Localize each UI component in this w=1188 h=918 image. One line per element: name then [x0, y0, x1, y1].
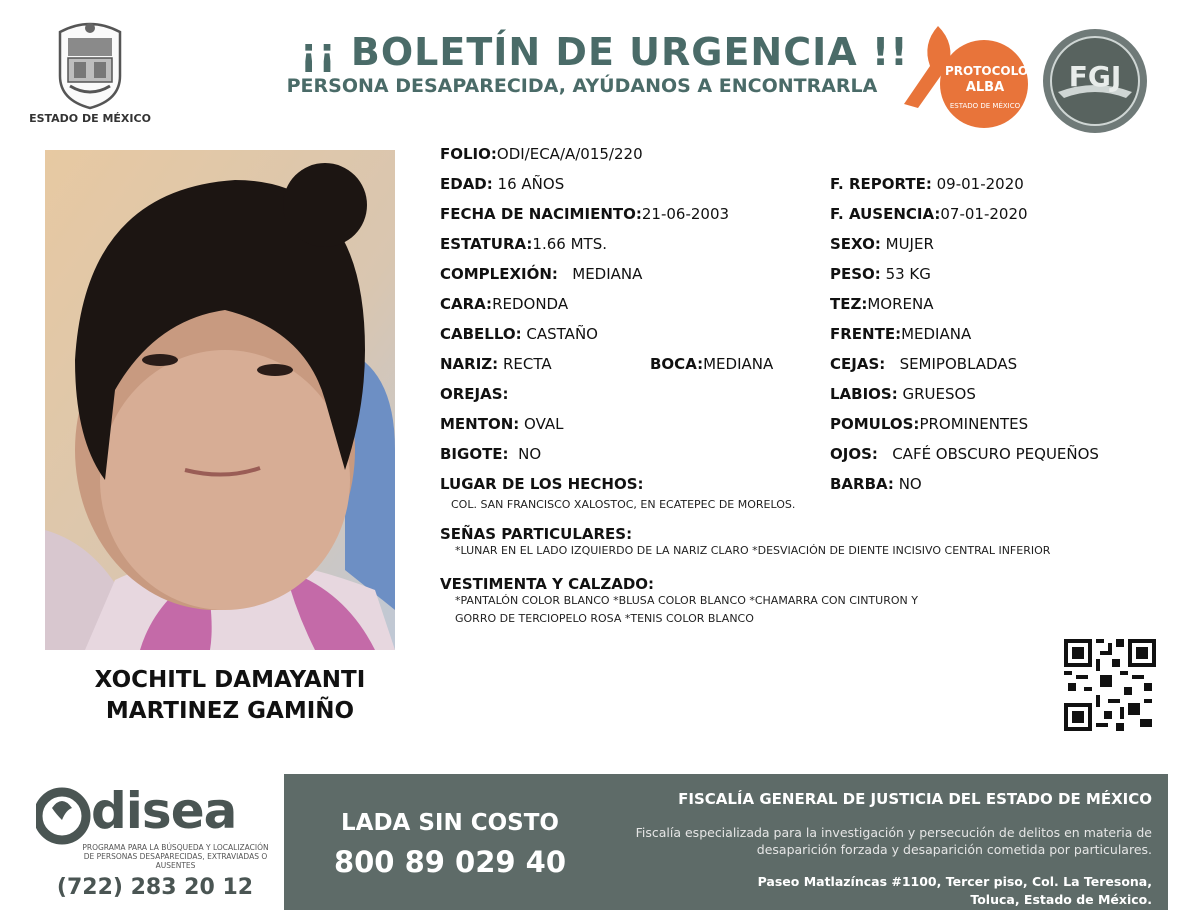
field-label: LABIOS:: [830, 385, 898, 403]
state-coat-of-arms-logo: [50, 18, 130, 110]
field-complexion: [440, 265, 642, 283]
vestimenta-label: VESTIMENTA Y CALZADO:: [440, 575, 655, 593]
bulletin-title: ¡¡ BOLETÍN DE URGENCIA !!: [300, 30, 909, 74]
field-value: OVAL: [524, 415, 564, 433]
field-tez: [830, 295, 934, 313]
state-label: ESTADO DE MÉXICO: [29, 112, 151, 125]
field-boca: [650, 355, 773, 373]
fgj-logo-text: FGJ: [1068, 60, 1122, 93]
field-value: MORENA: [867, 295, 934, 313]
field-value: 09-01-2020: [936, 175, 1024, 193]
field-value: RECTA: [502, 355, 552, 373]
field-label: F. REPORTE:: [830, 175, 932, 193]
odisea-description: PROGRAMA PARA LA BÚSQUEDA Y LOCALIZACIÓN DE PERSONAS DESAPARECIDAS, EXTRAVIADAS O AUSENTES: [82, 843, 269, 870]
field-nariz: [440, 355, 552, 373]
field-edad: [440, 175, 564, 193]
senas-label: SEÑAS PARTICULARES:: [440, 525, 633, 543]
odisea-logo: [36, 782, 276, 846]
field-value: MEDIANA: [572, 265, 643, 283]
field-value: 1.66 MTS.: [532, 235, 607, 253]
odisea-logo-text: disea: [91, 782, 237, 840]
field-f-reporte: [830, 175, 1024, 193]
field-label: BARBA:: [830, 475, 894, 493]
field-sexo: [830, 235, 934, 253]
fgj-address-line2: Toluca, Estado de México.: [970, 892, 1152, 907]
field-label: FECHA DE NACIMIENTO:: [440, 205, 642, 223]
field-value: 07-01-2020: [940, 205, 1028, 223]
field-f-ausencia: [830, 205, 1028, 223]
lugar-hechos-value: COL. SAN FRANCISCO XALOSTOC, EN ECATEPEC DE MORELOS.: [451, 498, 796, 511]
field-orejas: [440, 385, 509, 403]
field-folio: [440, 145, 643, 163]
field-label: CABELLO:: [440, 325, 522, 343]
field-cejas: [830, 355, 1017, 373]
vestimenta-line2: GORRO DE TERCIOPELO ROSA *TENIS COLOR BLANCO: [455, 612, 754, 625]
field-value: PROMINENTES: [919, 415, 1029, 433]
field-value: MEDIANA: [703, 355, 774, 373]
odisea-phone[interactable]: (722) 283 20 12: [56, 875, 254, 900]
field-label: SEXO:: [830, 235, 881, 253]
field-label: OJOS:: [830, 445, 878, 463]
field-label: ESTATURA:: [440, 235, 533, 253]
protocolo-alba-logo: [900, 22, 1030, 132]
fgj-title: FISCALÍA GENERAL DE JUSTICIA DEL ESTADO DE MÉXICO: [678, 790, 1152, 808]
field-label: PESO:: [830, 265, 881, 283]
field-pomulos: [830, 415, 1028, 433]
field-label: POMULOS:: [830, 415, 920, 433]
field-value: MUJER: [885, 235, 934, 253]
field-value: REDONDA: [492, 295, 569, 313]
field-peso: [830, 265, 931, 283]
field-cara: [440, 295, 568, 313]
field-label: CARA:: [440, 295, 493, 313]
field-value: ODI/ECA/A/015/220: [496, 145, 643, 163]
field-value: MEDIANA: [901, 325, 972, 343]
lada-sin-costo-label: LADA SIN COSTO: [341, 810, 559, 836]
field-barba: [830, 475, 922, 493]
missing-person-photo: [45, 150, 395, 650]
field-value: 21-06-2003: [641, 205, 730, 223]
field-value: 53 KG: [885, 265, 931, 283]
fgj-address: [640, 873, 1152, 909]
field-label: NARIZ:: [440, 355, 499, 373]
field-value: NO: [898, 475, 922, 493]
field-label: OREJAS:: [440, 385, 509, 403]
field-value: CAFÉ OBSCURO PEQUEÑOS: [892, 445, 1099, 463]
fgj-description: Fiscalía especializada para la investigación y persecución de delitos en materia de desaparición forzada y desaparición cometida por particulares.: [635, 825, 1152, 857]
field-label: COMPLEXIÓN:: [440, 265, 558, 283]
field-fecha-nacimiento: [440, 205, 729, 223]
field-label: BOCA:: [650, 355, 704, 373]
fgj-address-line1: Paseo Matlazíncas #1100, Tercer piso, Col. La Teresona,: [757, 874, 1152, 889]
alba-line1: PROTOCOLO: [945, 64, 1029, 78]
fgj-seal-logo: [1040, 26, 1150, 136]
field-lugar-hechos: [440, 475, 644, 493]
vestimenta-line1: *PANTALÓN COLOR BLANCO *BLUSA COLOR BLANCO *CHAMARRA CON CINTURON Y: [455, 594, 918, 607]
person-name-line1: XOCHITL DAMAYANTI: [94, 667, 366, 693]
field-label: BIGOTE:: [440, 445, 509, 463]
lada-phone-number[interactable]: 800 89 029 40: [333, 845, 567, 879]
qr-code[interactable]: [1064, 639, 1156, 731]
field-labios: [830, 385, 976, 403]
field-menton: [440, 415, 564, 433]
field-estatura: [440, 235, 607, 253]
field-label: FRENTE:: [830, 325, 902, 343]
field-label: FOLIO:: [440, 145, 497, 163]
field-ojos: [830, 445, 1099, 463]
field-value: CASTAÑO: [526, 325, 598, 343]
field-label: MENTON:: [440, 415, 520, 433]
bulletin-subtitle: PERSONA DESAPARECIDA, AYÚDANOS A ENCONTRARLA: [286, 75, 878, 97]
field-value: NO: [518, 445, 542, 463]
person-name: [40, 665, 420, 727]
field-label: TEZ:: [830, 295, 868, 313]
senas-text: *LUNAR EN EL LADO IZQUIERDO DE LA NARIZ CLARO *DESVIACIÓN DE DIENTE INCISIVO CENTRAL INFERIOR: [455, 544, 1051, 557]
field-label: F. AUSENCIA:: [830, 205, 941, 223]
field-cabello: [440, 325, 598, 343]
field-bigote: [440, 445, 541, 463]
field-label: CEJAS:: [830, 355, 886, 373]
alba-line2: ALBA: [965, 80, 1005, 95]
field-value: SEMIPOBLADAS: [899, 355, 1018, 373]
field-value: 16 AÑOS: [497, 175, 565, 193]
alba-line3: ESTADO DE MÉXICO: [949, 102, 1021, 110]
person-name-line2: MARTINEZ GAMIÑO: [105, 698, 355, 724]
field-value: GRUESOS: [902, 385, 976, 403]
field-label: EDAD:: [440, 175, 493, 193]
field-label: LUGAR DE LOS HECHOS:: [440, 475, 644, 493]
field-frente: [830, 325, 971, 343]
